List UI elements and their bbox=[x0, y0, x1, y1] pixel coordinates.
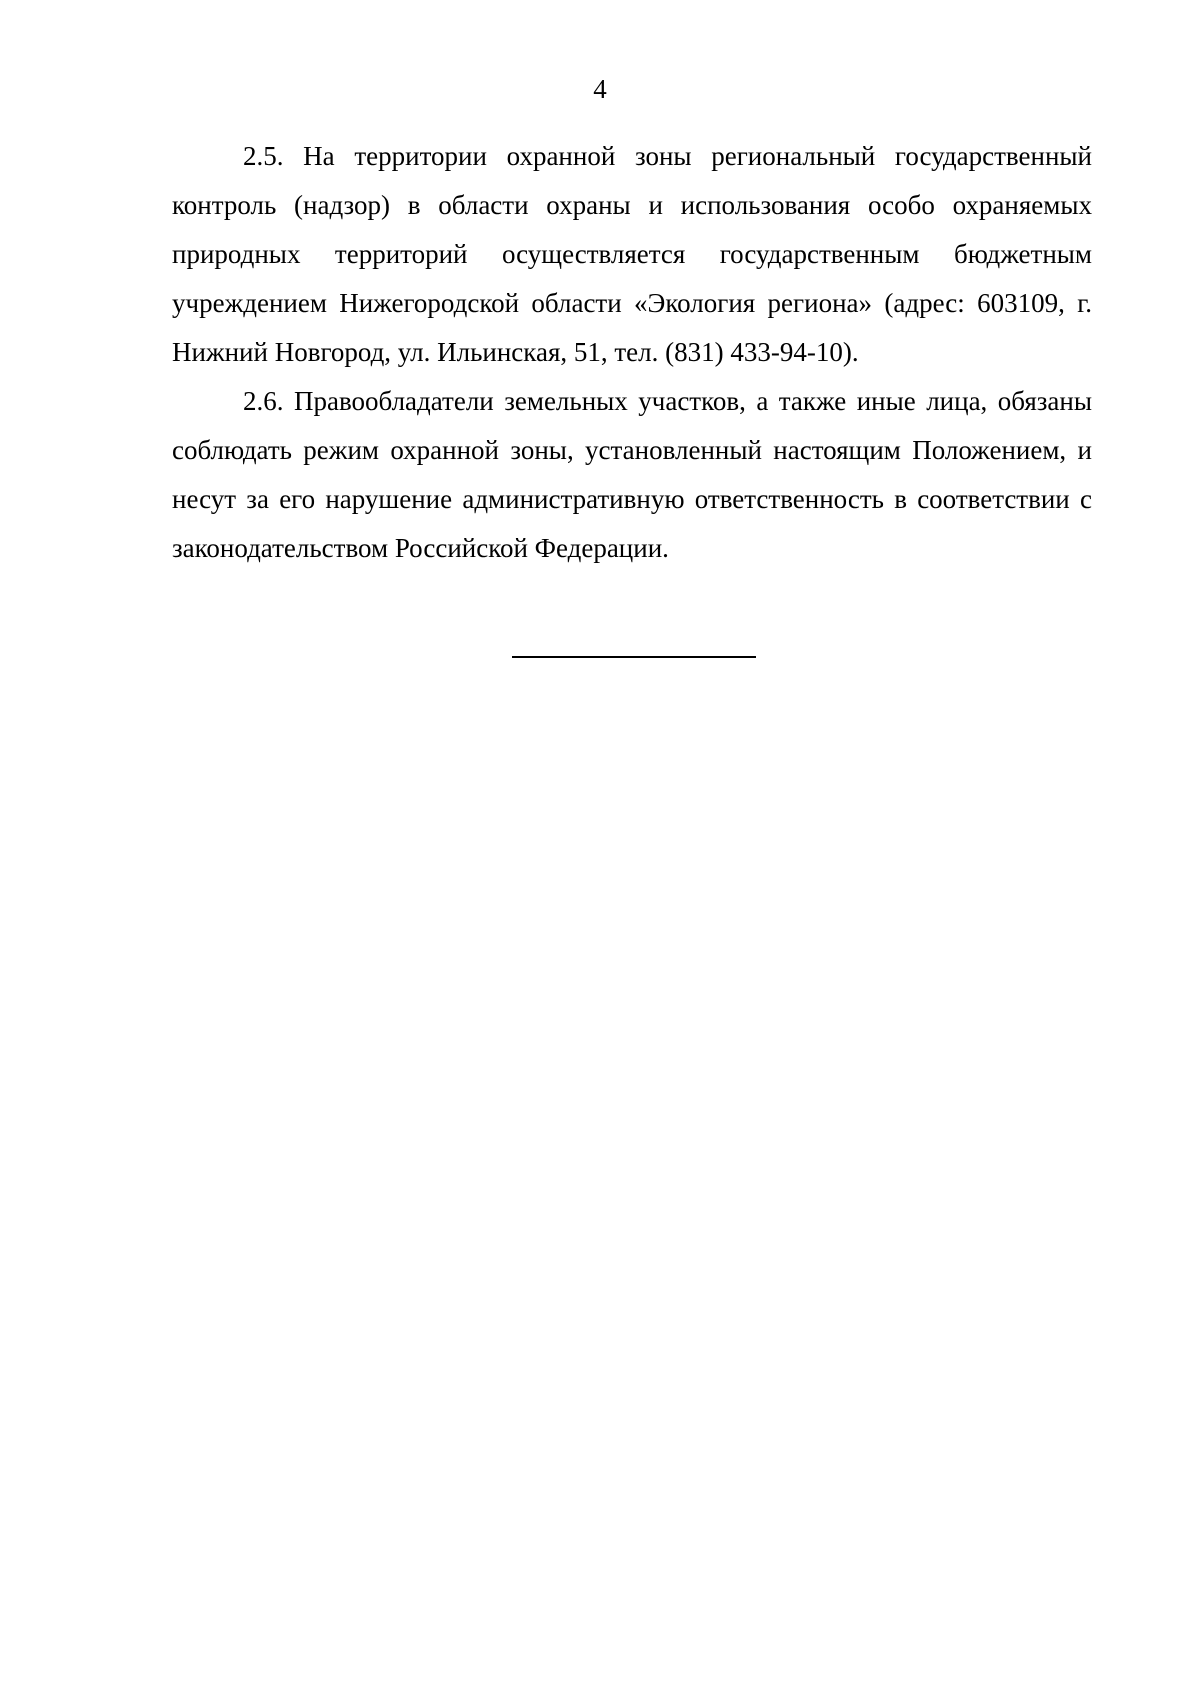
closing-separator-line bbox=[512, 656, 756, 658]
paragraph-2-6: 2.6. Правообладатели земельных участков, а также иные лица, обязаны соблюдать режим охранной зоны, установленный настоящим Положением, и несут за его нарушение административную ответственность в соответствии с законодательством Российской Федерации. bbox=[172, 386, 1092, 563]
paragraph-2-5: 2.5. На территории охранной зоны региональный государственный контроль (надзор) в области охраны и использования особо охраняемых природных территорий осуществляется государственным бюджетным учреждением Нижегородской области «Экология региона» (адрес: 603109, г. Нижний Новгород, ул. Ильинская, 51, тел. (831) 433-94-10). bbox=[172, 141, 1092, 367]
page-number: 4 bbox=[593, 74, 607, 104]
document-body bbox=[172, 132, 1092, 573]
